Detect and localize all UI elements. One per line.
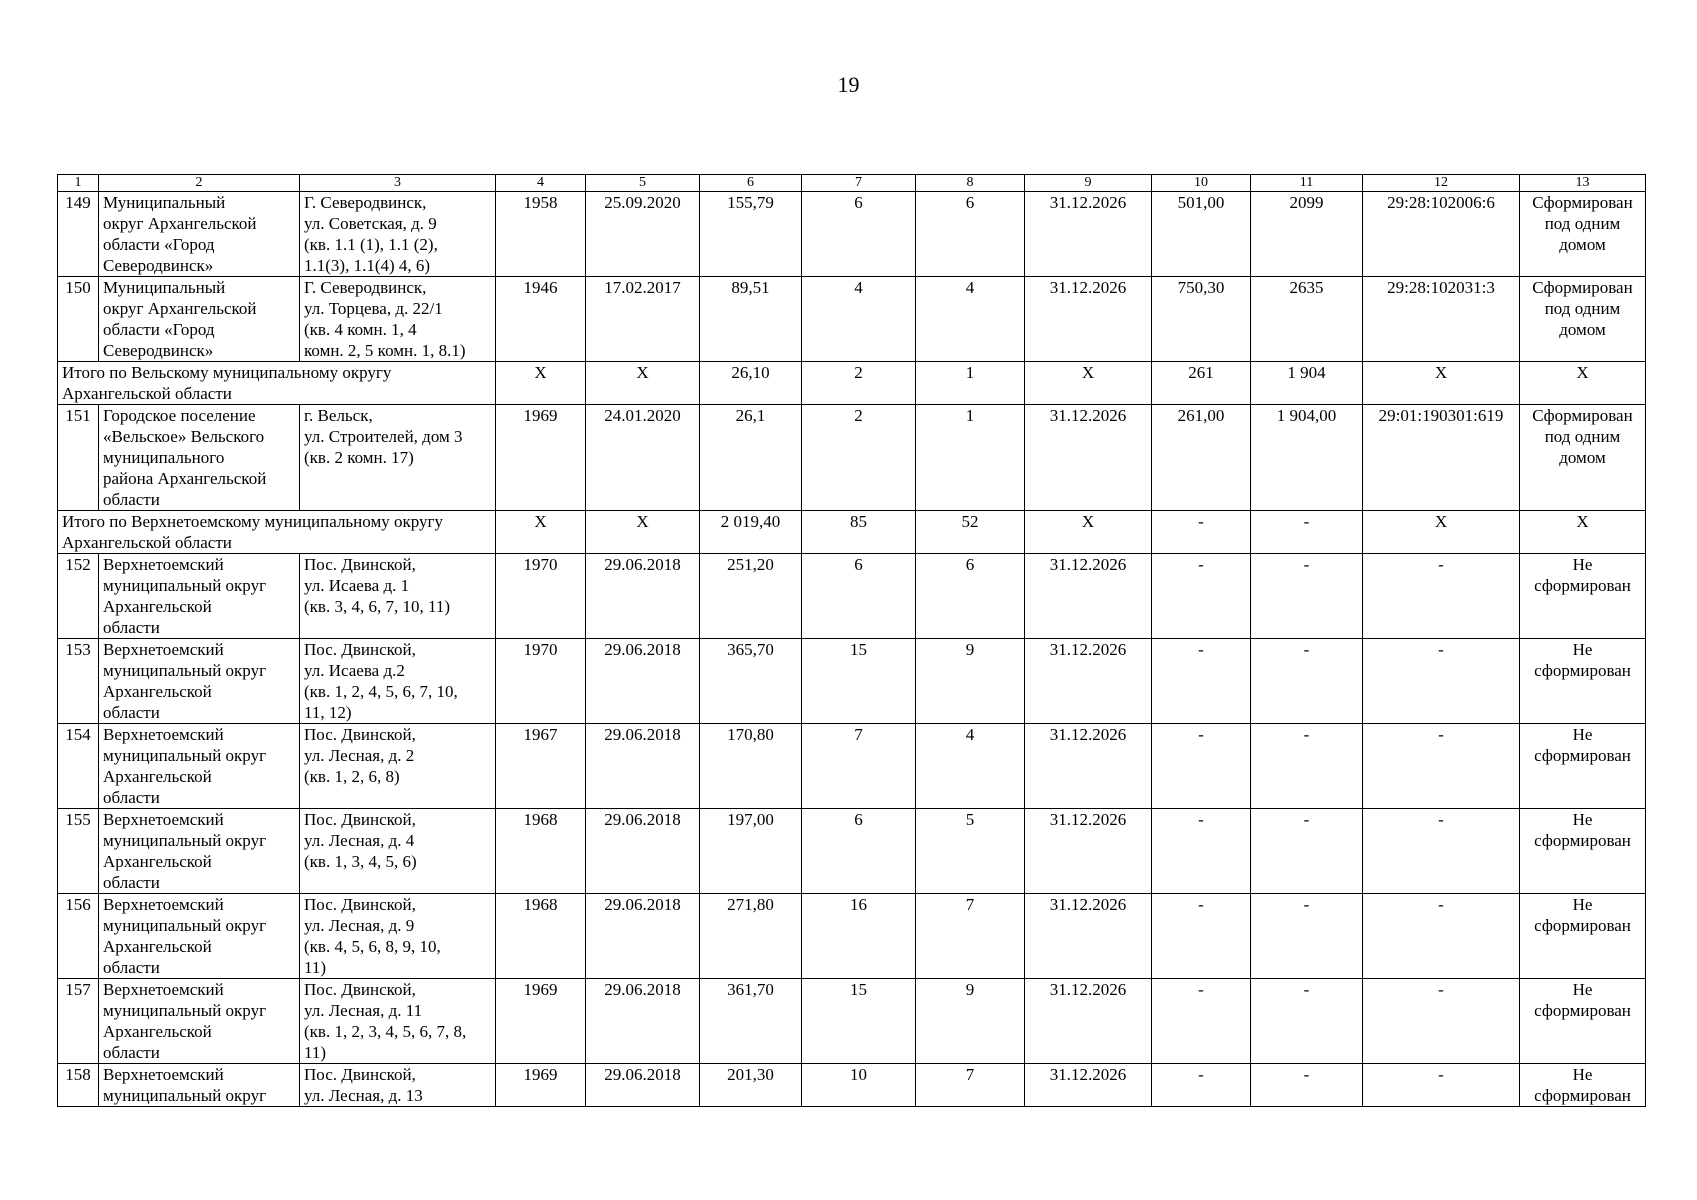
year-cell: 1968 [496, 894, 586, 979]
count-cell: 4 [802, 277, 916, 362]
amount-cell: - [1152, 809, 1251, 894]
year-cell: 1969 [496, 405, 586, 511]
deadline-cell: 31.12.2026 [1025, 554, 1152, 639]
count-cell: 6 [802, 554, 916, 639]
cadastral-number-cell: - [1363, 1064, 1520, 1107]
row-number: 149 [58, 192, 99, 277]
amount-cell: 1 904 [1251, 362, 1363, 405]
area-cell: 361,70 [700, 979, 802, 1064]
municipality-cell: Верхнетоемский муниципальный округ Архангельской области [99, 554, 300, 639]
date-cell: 25.09.2020 [586, 192, 700, 277]
date-cell: 29.06.2018 [586, 894, 700, 979]
amount-cell: 750,30 [1152, 277, 1251, 362]
date-cell: 29.06.2018 [586, 639, 700, 724]
table-row [58, 192, 1646, 277]
row-number: 157 [58, 979, 99, 1064]
table-row [58, 1064, 1646, 1107]
area-cell: 365,70 [700, 639, 802, 724]
cadastral-number-cell: 29:01:190301:619 [1363, 405, 1520, 511]
page-number: 19 [837, 72, 860, 97]
amount-cell: - [1251, 511, 1363, 554]
area-cell: 201,30 [700, 1064, 802, 1107]
address-cell: Пос. Двинской, ул. Лесная, д. 11 (кв. 1, 2, 3, 4, 5, 6, 7, 8, 11) [300, 979, 496, 1064]
status-cell: Не сформирован [1520, 1064, 1646, 1107]
date-cell: Х [586, 511, 700, 554]
amount-cell: - [1152, 511, 1251, 554]
row-number: 151 [58, 405, 99, 511]
year-cell: 1967 [496, 724, 586, 809]
status-cell: Не сформирован [1520, 809, 1646, 894]
amount-cell: - [1251, 724, 1363, 809]
amount-cell: 2099 [1251, 192, 1363, 277]
amount-cell: - [1251, 639, 1363, 724]
deadline-cell: Х [1025, 511, 1152, 554]
count-cell: 52 [916, 511, 1025, 554]
deadline-cell: 31.12.2026 [1025, 724, 1152, 809]
row-number: 153 [58, 639, 99, 724]
address-cell: г. Вельск, ул. Строителей, дом 3 (кв. 2 комн. 17) [300, 405, 496, 511]
table-row [58, 979, 1646, 1064]
area-cell: 89,51 [700, 277, 802, 362]
status-cell: Не сформирован [1520, 724, 1646, 809]
table-row [58, 894, 1646, 979]
date-cell: Х [586, 362, 700, 405]
address-cell: Г. Северодвинск, ул. Советская, д. 9 (кв. 1.1 (1), 1.1 (2), 1.1(3), 1.1(4) 4, 6) [300, 192, 496, 277]
date-cell: 29.06.2018 [586, 554, 700, 639]
amount-cell: 261 [1152, 362, 1251, 405]
deadline-cell: 31.12.2026 [1025, 277, 1152, 362]
column-number: 2 [99, 175, 300, 192]
cadastral-number-cell: Х [1363, 362, 1520, 405]
address-cell: Пос. Двинской, ул. Лесная, д. 13 [300, 1064, 496, 1107]
subtotal-label: Итого по Вельскому муниципальному округу Архангельской области [58, 362, 496, 405]
deadline-cell: 31.12.2026 [1025, 979, 1152, 1064]
deadline-cell: 31.12.2026 [1025, 405, 1152, 511]
area-cell: 197,00 [700, 809, 802, 894]
column-number: 7 [802, 175, 916, 192]
column-number: 12 [1363, 175, 1520, 192]
year-cell: Х [496, 511, 586, 554]
status-cell: Не сформирован [1520, 639, 1646, 724]
area-cell: 2 019,40 [700, 511, 802, 554]
address-cell: Пос. Двинской, ул. Лесная, д. 9 (кв. 4, 5, 6, 8, 9, 10, 11) [300, 894, 496, 979]
municipality-cell: Верхнетоемский муниципальный округ Архангельской области [99, 639, 300, 724]
table-row [58, 724, 1646, 809]
table-row [58, 405, 1646, 511]
year-cell: Х [496, 362, 586, 405]
status-cell: Не сформирован [1520, 979, 1646, 1064]
address-cell: Г. Северодвинск, ул. Торцева, д. 22/1 (кв. 4 комн. 1, 4 комн. 2, 5 комн. 1, 8.1) [300, 277, 496, 362]
status-cell: Сформирован под одним домом [1520, 405, 1646, 511]
date-cell: 29.06.2018 [586, 1064, 700, 1107]
column-number: 1 [58, 175, 99, 192]
amount-cell: - [1152, 554, 1251, 639]
amount-cell: - [1251, 809, 1363, 894]
year-cell: 1970 [496, 639, 586, 724]
count-cell: 85 [802, 511, 916, 554]
count-cell: 6 [802, 809, 916, 894]
count-cell: 6 [916, 192, 1025, 277]
cadastral-number-cell: - [1363, 724, 1520, 809]
year-cell: 1969 [496, 1064, 586, 1107]
count-cell: 15 [802, 639, 916, 724]
municipality-cell: Городское поселение «Вельское» Вельского муниципального района Архангельской области [99, 405, 300, 511]
column-number: 4 [496, 175, 586, 192]
cadastral-number-cell: Х [1363, 511, 1520, 554]
amount-cell: - [1152, 979, 1251, 1064]
column-number: 10 [1152, 175, 1251, 192]
area-cell: 26,10 [700, 362, 802, 405]
table-row [58, 639, 1646, 724]
amount-cell: - [1251, 894, 1363, 979]
date-cell: 29.06.2018 [586, 979, 700, 1064]
amount-cell: - [1152, 639, 1251, 724]
area-cell: 155,79 [700, 192, 802, 277]
deadline-cell: Х [1025, 362, 1152, 405]
municipality-cell: Верхнетоемский муниципальный округ Архангельской области [99, 979, 300, 1064]
area-cell: 271,80 [700, 894, 802, 979]
count-cell: 4 [916, 724, 1025, 809]
cadastral-number-cell: - [1363, 639, 1520, 724]
date-cell: 17.02.2017 [586, 277, 700, 362]
deadline-cell: 31.12.2026 [1025, 809, 1152, 894]
count-cell: 6 [802, 192, 916, 277]
count-cell: 5 [916, 809, 1025, 894]
amount-cell: - [1251, 554, 1363, 639]
cadastral-number-cell: - [1363, 894, 1520, 979]
column-number: 11 [1251, 175, 1363, 192]
address-cell: Пос. Двинской, ул. Лесная, д. 4 (кв. 1, 3, 4, 5, 6) [300, 809, 496, 894]
amount-cell: 2635 [1251, 277, 1363, 362]
status-cell: Сформирован под одним домом [1520, 192, 1646, 277]
row-number: 158 [58, 1064, 99, 1107]
address-cell: Пос. Двинской, ул. Исаева д. 1 (кв. 3, 4, 6, 7, 10, 11) [300, 554, 496, 639]
count-cell: 15 [802, 979, 916, 1064]
deadline-cell: 31.12.2026 [1025, 1064, 1152, 1107]
year-cell: 1970 [496, 554, 586, 639]
status-cell: Х [1520, 511, 1646, 554]
area-cell: 251,20 [700, 554, 802, 639]
area-cell: 26,1 [700, 405, 802, 511]
table-body [58, 192, 1646, 1107]
municipality-cell: Верхнетоемский муниципальный округ [99, 1064, 300, 1107]
deadline-cell: 31.12.2026 [1025, 192, 1152, 277]
column-number: 6 [700, 175, 802, 192]
count-cell: 1 [916, 405, 1025, 511]
column-number: 5 [586, 175, 700, 192]
municipality-cell: Верхнетоемский муниципальный округ Архангельской области [99, 809, 300, 894]
amount-cell: - [1152, 724, 1251, 809]
address-cell: Пос. Двинской, ул. Лесная, д. 2 (кв. 1, 2, 6, 8) [300, 724, 496, 809]
count-cell: 1 [916, 362, 1025, 405]
table-row [58, 554, 1646, 639]
subtotal-label: Итого по Верхнетоемскому муниципальному округу Архангельской области [58, 511, 496, 554]
year-cell: 1946 [496, 277, 586, 362]
table-row [58, 809, 1646, 894]
row-number: 156 [58, 894, 99, 979]
deadline-cell: 31.12.2026 [1025, 639, 1152, 724]
row-number: 155 [58, 809, 99, 894]
municipality-cell: Верхнетоемский муниципальный округ Архангельской области [99, 894, 300, 979]
row-number: 154 [58, 724, 99, 809]
year-cell: 1958 [496, 192, 586, 277]
cadastral-number-cell: - [1363, 809, 1520, 894]
amount-cell: - [1251, 1064, 1363, 1107]
status-cell: Не сформирован [1520, 554, 1646, 639]
column-number: 9 [1025, 175, 1152, 192]
count-cell: 7 [916, 1064, 1025, 1107]
count-cell: 16 [802, 894, 916, 979]
year-cell: 1968 [496, 809, 586, 894]
deadline-cell: 31.12.2026 [1025, 894, 1152, 979]
cadastral-number-cell: - [1363, 554, 1520, 639]
count-cell: 2 [802, 362, 916, 405]
municipality-cell: Верхнетоемский муниципальный округ Архангельской области [99, 724, 300, 809]
cadastral-number-cell: 29:28:102006:6 [1363, 192, 1520, 277]
cadastral-number-cell: 29:28:102031:3 [1363, 277, 1520, 362]
column-number-row [58, 175, 1646, 192]
table-header [58, 175, 1646, 192]
subtotal-row [58, 511, 1646, 554]
column-number: 13 [1520, 175, 1646, 192]
municipality-cell: Муниципальный округ Архангельской области «Город Северодвинск» [99, 192, 300, 277]
amount-cell: 1 904,00 [1251, 405, 1363, 511]
amount-cell: - [1251, 979, 1363, 1064]
status-cell: Не сформирован [1520, 894, 1646, 979]
area-cell: 170,80 [700, 724, 802, 809]
count-cell: 10 [802, 1064, 916, 1107]
count-cell: 7 [916, 894, 1025, 979]
column-number: 8 [916, 175, 1025, 192]
amount-cell: 261,00 [1152, 405, 1251, 511]
subtotal-row [58, 362, 1646, 405]
count-cell: 6 [916, 554, 1025, 639]
cadastral-number-cell: - [1363, 979, 1520, 1064]
amount-cell: 501,00 [1152, 192, 1251, 277]
date-cell: 29.06.2018 [586, 809, 700, 894]
table-row [58, 277, 1646, 362]
housing-table [57, 174, 1646, 1107]
address-cell: Пос. Двинской, ул. Исаева д.2 (кв. 1, 2, 4, 5, 6, 7, 10, 11, 12) [300, 639, 496, 724]
year-cell: 1969 [496, 979, 586, 1064]
count-cell: 4 [916, 277, 1025, 362]
status-cell: Сформирован под одним домом [1520, 277, 1646, 362]
amount-cell: - [1152, 1064, 1251, 1107]
date-cell: 29.06.2018 [586, 724, 700, 809]
column-number: 3 [300, 175, 496, 192]
count-cell: 9 [916, 979, 1025, 1064]
count-cell: 2 [802, 405, 916, 511]
municipality-cell: Муниципальный округ Архангельской области «Город Северодвинск» [99, 277, 300, 362]
row-number: 152 [58, 554, 99, 639]
status-cell: Х [1520, 362, 1646, 405]
amount-cell: - [1152, 894, 1251, 979]
count-cell: 9 [916, 639, 1025, 724]
count-cell: 7 [802, 724, 916, 809]
row-number: 150 [58, 277, 99, 362]
date-cell: 24.01.2020 [586, 405, 700, 511]
